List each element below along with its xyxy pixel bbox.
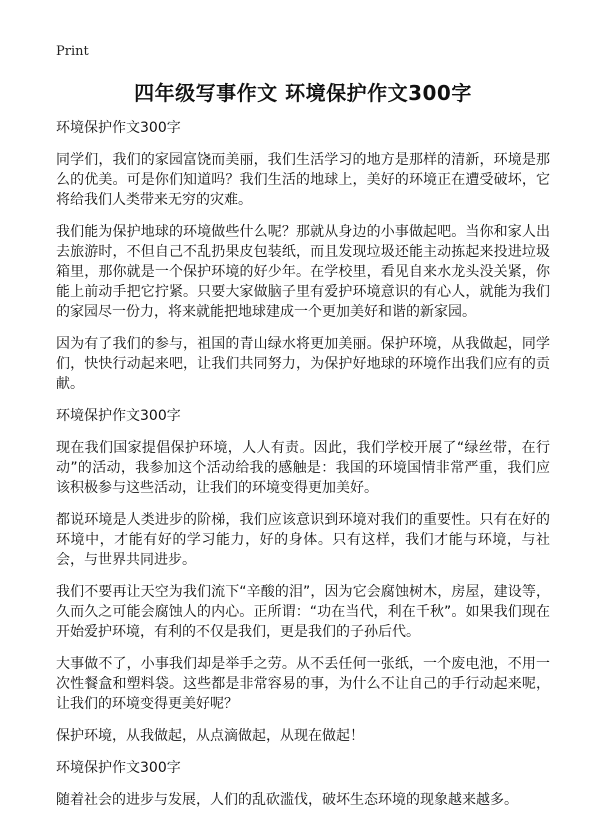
section-heading: 环境保护作文300字 [56,408,181,424]
paragraph: 同学们，我们的家园富饶而美丽，我们生活学习的地方是那样的清新，环境是那么的优美。可是你们知道吗？我们生活的地球上，美好的环境正在遭受破坏，它将给我们人类带来无穷的灾难。 [56,152,550,208]
paragraph: 现在我们国家提倡保护环境，人人有责。因此，我们学校开展了“绿丝带，在行动”的活动，我参加这个活动给我的感触是：我国的环境国情非常严重，我们应该积极参与这些活动，让我们的环境变得更加美好。 [56,440,550,496]
section-2 [56,406,550,746]
section-1 [56,118,550,394]
section-3 [56,758,550,810]
paragraph: 因为有了我们的参与，祖国的青山绿水将更加美丽。保护环境，从我做起，同学们，快快行动起来吧，让我们共同努力，为保护好地球的环境作出我们应有的贡献。 [56,336,550,392]
section-heading: 环境保护作文300字 [56,760,181,776]
paragraph: 保护环境，从我做起，从点滴做起，从现在做起！ [56,728,364,744]
paragraph: 我们能为保护地球的环境做些什么呢？那就从身边的小事做起吧。当你和家人出去旅游时，不但自己不乱扔果皮包装纸，而且发现垃圾还能主动拣起来投进垃圾箱里，那你就是一个保护环境的好少年。在学校里，看见自来水龙头没关紧，你能上前动手把它拧紧。只要大家做脑子里有爱护环境意识的有心人，就能为我们的家园尽一份力，将来就能把地球建成一个更加美好和谐的新家园。 [56,224,550,320]
paragraph: 随着社会的进步与发展，人们的乱砍滥伐，破坏生态环境的现象越来越多。 [56,792,518,808]
paragraph: 都说环境是人类进步的阶梯，我们应该意识到环境对我们的重要性。只有在好的环境中，才能有好的学习能力，好的身体。只有这样，我们才能与环境，与社会，与世界共同进步。 [56,512,550,568]
paragraph: 我们不要再让天空为我们流下“辛酸的泪”，因为它会腐蚀树木，房屋，建设等，久而久之可能会腐蚀人的内心。正所谓：“功在当代，利在千秋”。如果我们现在开始爱护环境，有利的不仅是我们，更是我们的子孙后代。 [56,584,550,640]
print-link[interactable]: Print [56,44,89,59]
section-heading: 环境保护作文300字 [56,120,181,136]
page-title: 四年级写事作文 环境保护作文300字 [134,81,472,105]
paragraph: 大事做不了，小事我们却是举手之劳。从不丢任何一张纸，一个废电池，不用一次性餐盒和塑料袋。这些都是非常容易的事，为什么不让自己的手行动起来呢，让我们的环境变得更美好呢？ [56,656,550,712]
